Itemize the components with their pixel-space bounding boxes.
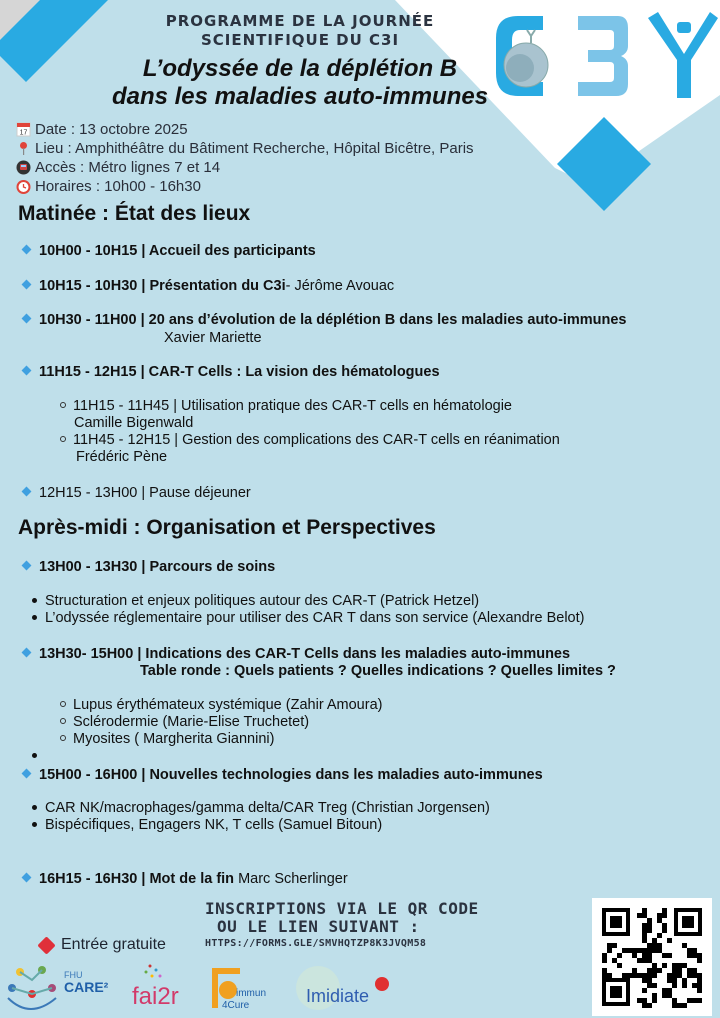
qr-module [642, 988, 647, 993]
qr-module [662, 993, 667, 998]
qr-module [672, 973, 677, 978]
qr-module [652, 973, 657, 978]
qr-module [657, 918, 662, 923]
dot-bullet-icon [32, 753, 37, 758]
qr-module [617, 953, 622, 958]
qr-module [687, 998, 692, 1003]
qr-module [662, 988, 667, 993]
qr-module [697, 998, 702, 1003]
immun4cure-logo [212, 968, 266, 1011]
schedule-item [22, 870, 348, 888]
dot-bullet-icon [32, 822, 37, 827]
qr-module [642, 933, 647, 938]
qr-module [662, 928, 667, 933]
qr-module [647, 978, 652, 983]
metro-icon [16, 160, 31, 175]
qr-module [697, 953, 702, 958]
qr-module [697, 983, 702, 988]
qr-module [652, 948, 657, 953]
item-time: 13H00 - 13H30 | Parcours de soins [39, 559, 276, 575]
qr-module [672, 983, 677, 988]
item-time: 12H15 - 13H00 | Pause déjeuner [39, 485, 251, 501]
diamond-bullet-icon [22, 366, 32, 376]
qr-module [677, 963, 682, 968]
qr-module [652, 993, 657, 998]
qr-module [672, 968, 677, 973]
svg-text:17: 17 [19, 129, 28, 137]
qr-module [692, 953, 697, 958]
qr-module [662, 963, 667, 968]
place-row [16, 139, 474, 158]
qr-module [642, 923, 647, 928]
item-time: 16H15 - 16H30 | Mot de la fin [39, 871, 235, 887]
program-line-1: PROGRAMME DE LA JOURNÉE [165, 12, 435, 30]
bullet-text: CAR NK/macrophages/gamma delta/CAR Treg (Christian Jorgensen) [45, 800, 490, 816]
free-entry-text: Entrée gratuite [61, 936, 166, 953]
empty-bullet [32, 748, 45, 765]
sub-item [60, 432, 560, 449]
qr-module [687, 953, 692, 958]
qr-module [697, 978, 702, 983]
diamond-bullet-icon [22, 487, 32, 497]
qr-module [642, 928, 647, 933]
partner-logos [0, 958, 420, 1018]
c3i-logo [488, 8, 718, 103]
qr-module [692, 983, 697, 988]
date-row [16, 120, 474, 139]
circle-bullet-icon [60, 402, 66, 408]
qr-module [637, 973, 642, 978]
qr-module [697, 973, 702, 978]
sub-item-speaker: Camille Bigenwald [74, 415, 194, 431]
logo-digit-3 [578, 16, 628, 96]
sub-item-text: 11H45 - 12H15 | Gestion des complications des CAR-T cells en réanimation [73, 432, 560, 448]
circle-bullet-icon [60, 718, 66, 724]
qr-module [632, 948, 637, 953]
qr-module [607, 943, 612, 948]
qr-module [612, 943, 617, 948]
registration-heading [205, 900, 479, 936]
circle-bullet-icon [60, 735, 66, 741]
free-entry [40, 936, 166, 954]
qr-module [637, 913, 642, 918]
qr-module [657, 933, 662, 938]
item-time: 10H15 - 10H30 | Présentation du C3i [39, 278, 286, 294]
qr-module [647, 948, 652, 953]
svg-text:immun: immun [236, 988, 267, 999]
svg-text:FHU: FHU [64, 970, 83, 980]
qr-module [642, 1003, 647, 1008]
bullet-text: L’odyssée réglementaire pour utiliser des CAR T dans son service (Alexandre Belot) [45, 610, 585, 626]
event-info [16, 120, 474, 196]
qr-module [697, 988, 702, 993]
diamond-bullet-icon [22, 769, 32, 779]
ticket-icon [37, 936, 55, 954]
qr-module [662, 953, 667, 958]
morning-title: Matinée : État des lieux [18, 202, 251, 225]
item-speaker: - Jérôme Avouac [285, 278, 395, 294]
qr-module [692, 998, 697, 1003]
qr-module [612, 958, 617, 963]
bullet-text: Structuration et enjeux politiques autour des CAR-T (Patrick Hetzel) [45, 593, 480, 609]
qr-module [647, 918, 652, 923]
program-line-2: SCIENTIFIQUE DU C3I [200, 31, 400, 49]
qr-module [652, 943, 657, 948]
round-table-subtitle: Table ronde : Quels patients ? Quelles indications ? Quelles limites ? [140, 663, 616, 679]
imidiate-logo [296, 966, 389, 1010]
afternoon-title: Après-midi : Organisation et Perspectives [18, 516, 436, 539]
qr-module [607, 948, 612, 953]
schedule-item [22, 484, 251, 502]
schedule-item [22, 277, 394, 295]
item-time: 11H15 - 12H15 | CAR-T Cells : La vision des hématologues [39, 364, 440, 380]
qr-module [647, 923, 652, 928]
circle-bullet-icon [60, 701, 66, 707]
qr-module [652, 983, 657, 988]
antibody-icon [527, 30, 535, 43]
sub-item-text: Lupus érythémateux systémique (Zahir Amoura) [73, 697, 383, 713]
qr-module [647, 928, 652, 933]
svg-text:4Cure: 4Cure [222, 1000, 250, 1011]
qr-module [632, 953, 637, 958]
diamond-bullet-icon [22, 561, 32, 571]
pin-icon [16, 141, 31, 156]
qr-module [647, 958, 652, 963]
qr-module [687, 968, 692, 973]
item-time: 10H00 - 10H15 | Accueil des participants [39, 243, 316, 259]
diamond-bullet-icon [22, 280, 32, 290]
qr-module [642, 948, 647, 953]
qr-code[interactable] [592, 898, 712, 1016]
qr-module [657, 943, 662, 948]
access-text: Accès : Métro lignes 7 et 14 [35, 159, 221, 176]
qr-module [677, 968, 682, 973]
qr-module [647, 983, 652, 988]
item-time: 13H30- 15H00 | Indications des CAR-T Cells dans les maladies auto-immunes [39, 646, 571, 662]
qr-module [652, 938, 657, 943]
qr-module [697, 958, 702, 963]
qr-module [637, 998, 642, 1003]
qr-module [607, 973, 612, 978]
calendar-icon [16, 122, 31, 137]
qr-module [682, 943, 687, 948]
circle-bullet-icon [60, 436, 66, 442]
bullet-item [32, 800, 490, 817]
schedule-item [22, 558, 275, 576]
qr-module [647, 968, 652, 973]
qr-module [682, 978, 687, 983]
schedule-item [22, 311, 626, 329]
diamond-bullet-icon [22, 648, 32, 658]
registration-line-1: INSCRIPTIONS VIA LE QR CODE [205, 899, 479, 918]
fai2r-logo [132, 965, 179, 1011]
qr-module [637, 948, 642, 953]
sub-item [60, 398, 512, 415]
qr-module [692, 973, 697, 978]
qr-module [657, 968, 662, 973]
access-row [16, 158, 474, 177]
diamond-bullet-icon [22, 873, 32, 883]
qr-module [667, 938, 672, 943]
qr-module [632, 973, 637, 978]
qr-module [682, 1003, 687, 1008]
diamond-bullet-icon [22, 245, 32, 255]
hours-text: Horaires : 10h00 - 16h30 [35, 178, 201, 195]
qr-module [642, 978, 647, 983]
place-text: Lieu : Amphithéâtre du Bâtiment Recherche, Hôpital Bicêtre, Paris [35, 140, 474, 157]
dot-bullet-icon [32, 615, 37, 620]
qr-module [647, 943, 652, 948]
date-text: Date : 13 octobre 2025 [35, 121, 188, 138]
qr-module [642, 938, 647, 943]
schedule-item [22, 766, 543, 784]
sub-item-speaker: Frédéric Pène [76, 449, 168, 465]
svg-text:fai2r: fai2r [132, 983, 179, 1010]
qr-module [652, 963, 657, 968]
fhu-care-logo [8, 966, 109, 1009]
schedule-item [22, 242, 316, 260]
qr-module [672, 998, 677, 1003]
qr-module [627, 948, 632, 953]
qr-module [632, 968, 637, 973]
sub-item-text: Sclérodermie (Marie-Elise Truchetet) [73, 714, 310, 730]
qr-module [647, 973, 652, 978]
qr-module [657, 948, 662, 953]
qr-module [642, 958, 647, 963]
schedule-item [22, 645, 570, 663]
qr-module [627, 973, 632, 978]
qr-module [602, 968, 607, 973]
item-speaker: Xavier Mariette [164, 330, 262, 346]
qr-module [682, 963, 687, 968]
qr-module [617, 963, 622, 968]
qr-module [657, 913, 662, 918]
dot-bullet-icon [32, 598, 37, 603]
registration-link[interactable]: HTTPS://FORMS.GLE/SMVHQTZP8K3JVQM58 [205, 938, 427, 949]
qr-code-image [592, 898, 712, 1016]
sub-item-text: 11H15 - 11H45 | Utilisation pratique des CAR-T cells en hématologie [73, 398, 512, 414]
bullet-item [32, 610, 584, 627]
title-line-2: dans les maladies auto-immunes [111, 83, 489, 110]
qr-module [682, 983, 687, 988]
item-speaker: Marc Scherlinger [234, 871, 348, 887]
title-line-1: L’odyssée de la déplétion B [142, 55, 458, 82]
qr-module [642, 998, 647, 1003]
qr-module [672, 978, 677, 983]
qr-module [662, 908, 667, 913]
qr-module [622, 948, 627, 953]
clock-icon [16, 179, 31, 194]
qr-module [642, 908, 647, 913]
qr-module [602, 973, 607, 978]
qr-module [667, 978, 672, 983]
hours-row [16, 177, 474, 196]
qr-module [667, 953, 672, 958]
qr-module [662, 923, 667, 928]
sub-item [60, 714, 309, 731]
bullet-item [32, 593, 479, 610]
qr-module [672, 963, 677, 968]
qr-module [642, 913, 647, 918]
dot-bullet-icon [32, 805, 37, 810]
qr-module [602, 953, 607, 958]
qr-module [667, 993, 672, 998]
qr-module [692, 968, 697, 973]
bullet-item [32, 817, 382, 834]
qr-module [622, 973, 627, 978]
qr-module [677, 1003, 682, 1008]
qr-module [677, 973, 682, 978]
sub-item [60, 697, 382, 714]
qr-module [667, 988, 672, 993]
diamond-bullet-icon [22, 314, 32, 324]
qr-module [652, 968, 657, 973]
item-time: 15H00 - 16H00 | Nouvelles technologies dans les maladies auto-immunes [39, 767, 543, 783]
bullet-text: Bispécifiques, Engagers NK, T cells (Samuel Bitoun) [45, 817, 383, 833]
sub-item [60, 731, 274, 748]
qr-module [647, 1003, 652, 1008]
qr-module [687, 948, 692, 953]
schedule-item [22, 363, 440, 381]
qr-module [602, 958, 607, 963]
item-time: 10H30 - 11H00 | 20 ans d’évolution de la déplétion B dans les maladies auto-immunes [39, 312, 627, 328]
qr-module [637, 958, 642, 963]
registration-line-2: OU LE LIEN SUIVANT : [217, 917, 420, 936]
figure-head [677, 22, 691, 33]
qr-module [662, 913, 667, 918]
svg-text:CARE²: CARE² [64, 979, 109, 995]
sub-item-text: Myosites ( Margherita Giannini) [73, 731, 275, 747]
qr-module [687, 973, 692, 978]
qr-module [647, 953, 652, 958]
svg-text:Imidiate: Imidiate [306, 986, 370, 1006]
qr-module [642, 953, 647, 958]
qr-module [692, 948, 697, 953]
qr-module [667, 973, 672, 978]
qr-module [642, 973, 647, 978]
qr-module [652, 998, 657, 1003]
qr-module [672, 1003, 677, 1008]
